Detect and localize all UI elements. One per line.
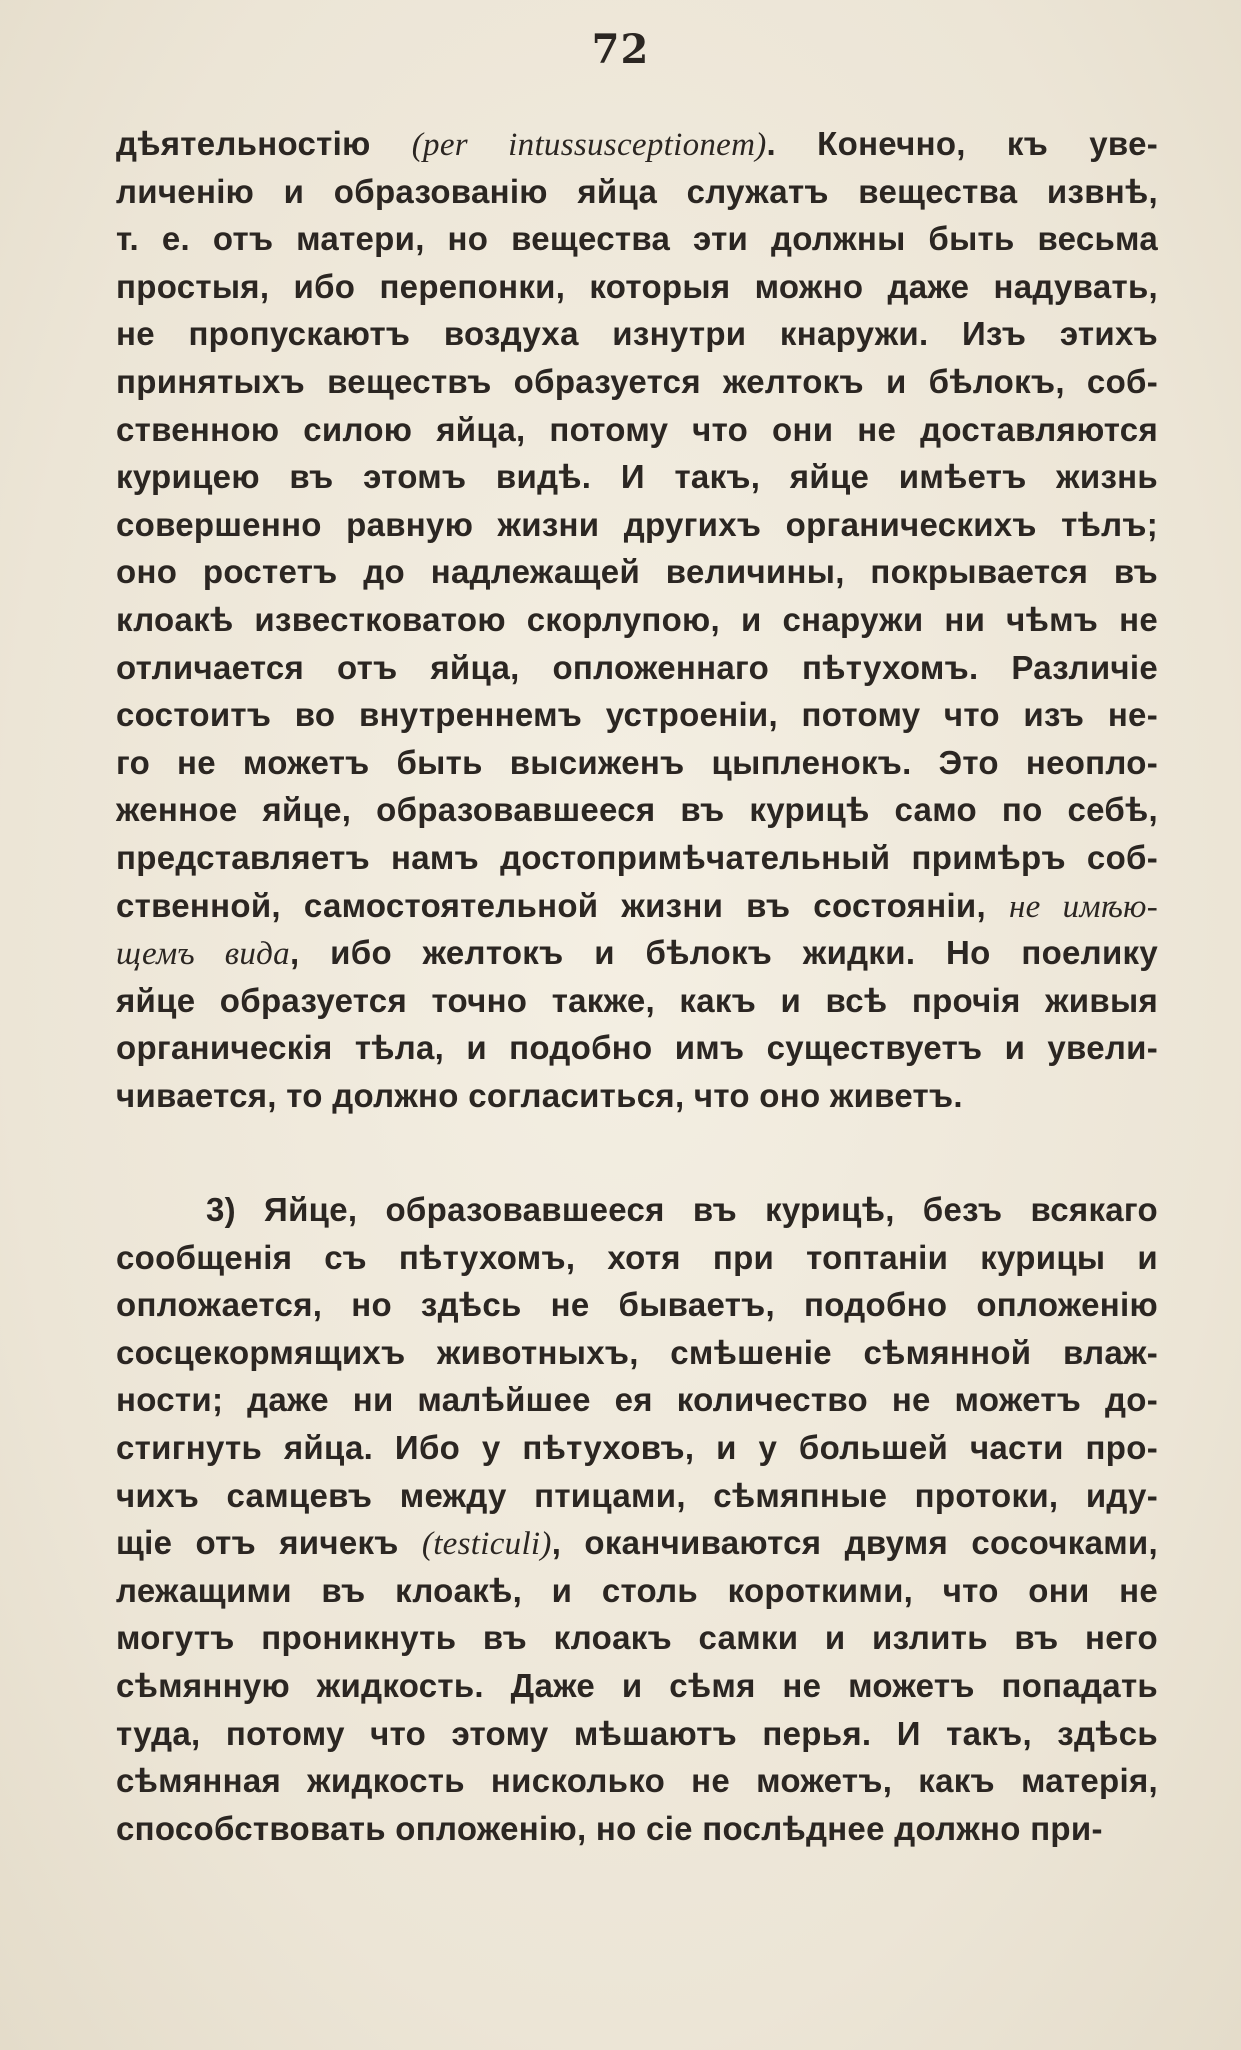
text-line xyxy=(116,739,1158,787)
text-segment: клоакѣ известковатою скорлупою, и снаружи ни чѣмъ не xyxy=(116,600,1158,638)
text-line xyxy=(116,1662,1158,1710)
text-line xyxy=(116,310,1158,358)
text-line xyxy=(116,644,1158,692)
text-segment: сообщенія съ пѣтухомъ, хотя при топтаніи курицы и xyxy=(116,1238,1158,1276)
text-line xyxy=(116,453,1158,501)
text-segment: опложается, но здѣсь не бываетъ, подобно опложенію xyxy=(116,1286,1158,1324)
text-segment: щіе отъ яичекъ xyxy=(116,1524,422,1562)
text-line xyxy=(116,120,1158,168)
text-segment: 3) Яйце, образовавшееся въ курицѣ, безъ всякаго xyxy=(206,1191,1158,1228)
text-line xyxy=(116,406,1158,454)
italic-text: (testiculi) xyxy=(421,1526,552,1563)
text-line xyxy=(116,834,1158,882)
italic-text: щемъ вида xyxy=(116,936,290,973)
text-segment: дѣятельностію xyxy=(116,125,412,162)
text-segment: яйце образуется точно также, какъ и всѣ прочія живыя xyxy=(116,981,1158,1019)
text-line xyxy=(116,929,1158,977)
text-line xyxy=(116,1234,1158,1282)
text-segment: женное яйце, образовавшееся въ курицѣ само по себѣ, xyxy=(116,791,1158,829)
text-line xyxy=(116,548,1158,596)
text-line xyxy=(116,977,1158,1025)
text-segment: отличается отъ яйца, опложеннаго пѣтухомъ. Различіе xyxy=(116,648,1158,686)
text-line xyxy=(116,358,1158,406)
text-segment: стигнуть яйца. Ибо у пѣтуховъ, и у большей части про- xyxy=(116,1428,1158,1466)
text-line xyxy=(116,1519,1158,1567)
text-segment: сосцекормящихъ животныхъ, смѣшеніе сѣмянной влаж- xyxy=(116,1333,1158,1371)
text-segment: принятыхъ веществъ образуется желтокъ и бѣлокъ, соб- xyxy=(116,362,1158,400)
text-segment: го не можетъ быть высиженъ цыпленокъ. Это неопло- xyxy=(116,743,1158,781)
text-segment: не пропускаютъ воздуха изнутри кнаружи. Изъ этихъ xyxy=(116,315,1158,353)
text-line xyxy=(116,1710,1158,1758)
text-line xyxy=(116,1472,1158,1520)
text-segment: т. е. отъ матери, но вещества эти должны быть весьма xyxy=(116,220,1158,258)
text-segment: органическія тѣла, и подобно имъ существуетъ и увели- xyxy=(116,1029,1158,1067)
text-line xyxy=(116,882,1158,930)
text-segment: оно ростетъ до надлежащей величины, покрывается въ xyxy=(116,553,1158,591)
text-segment: ственной, самостоятельной жизни въ состояніи, xyxy=(116,886,1009,924)
text-line xyxy=(116,1186,1158,1234)
page-number: 72 xyxy=(591,26,650,73)
text-segment: чивается, то должно согласиться, что оно живетъ. xyxy=(116,1076,963,1114)
paragraph-1 xyxy=(116,120,1158,1119)
text-segment: ности; даже ни малѣйшее ея количество не можетъ до- xyxy=(116,1381,1158,1419)
text-segment: могутъ проникнуть въ клоакъ самки и излить въ него xyxy=(116,1619,1158,1657)
text-segment: , ибо желтокъ и бѣлокъ жидки. Но поелику xyxy=(289,934,1158,972)
text-segment: совершенно равную жизни другихъ органическихъ тѣлъ; xyxy=(116,505,1158,543)
text-line xyxy=(116,215,1158,263)
italic-text: (per intussusceptionem) xyxy=(411,127,767,163)
text-line xyxy=(116,786,1158,834)
italic-text: не имѣю- xyxy=(1008,888,1158,925)
text-line xyxy=(116,1757,1158,1805)
text-line xyxy=(116,691,1158,739)
text-line xyxy=(116,1567,1158,1615)
paragraph-2 xyxy=(116,1186,1158,1852)
text-segment: представляетъ намъ достопримѣчательный примѣръ соб- xyxy=(116,838,1158,876)
text-segment: туда, потому что этому мѣшаютъ перья. И такъ, здѣсь xyxy=(116,1714,1158,1752)
text-line xyxy=(116,1376,1158,1424)
text-line xyxy=(116,1281,1158,1329)
text-segment: состоитъ во внутреннемъ устроеніи, потому что изъ не- xyxy=(116,696,1158,734)
text-segment: , оканчиваются двумя сосочками, xyxy=(551,1524,1158,1562)
text-segment: чихъ самцевъ между птицами, сѣмяпные протоки, иду- xyxy=(116,1476,1158,1514)
text-segment: . Конечно, къ уве- xyxy=(766,125,1159,162)
text-line xyxy=(116,1424,1158,1472)
text-line xyxy=(116,1805,1158,1853)
text-line xyxy=(116,596,1158,644)
text-segment: простыя, ибо перепонки, которыя можно даже надувать, xyxy=(116,267,1158,305)
text-segment: лежащими въ клоакѣ, и столь короткими, что они не xyxy=(116,1571,1158,1609)
text-line xyxy=(116,501,1158,549)
text-segment: курицею въ этомъ видѣ. И такъ, яйце имѣетъ жизнь xyxy=(116,458,1158,496)
text-line xyxy=(116,1024,1158,1072)
text-line xyxy=(116,1072,1158,1120)
text-line xyxy=(116,1614,1158,1662)
text-segment: ственною силою яйца, потому что они не доставляются xyxy=(116,410,1158,448)
text-segment: сѣмянную жидкость. Даже и сѣмя не можетъ попадать xyxy=(116,1666,1158,1704)
text-line xyxy=(116,1329,1158,1377)
text-segment: сѣмянная жидкость нисколько не можетъ, какъ матерія, xyxy=(116,1762,1158,1800)
text-line xyxy=(116,168,1158,216)
text-segment: личенію и образованію яйца служатъ вещества извнѣ, xyxy=(116,172,1158,210)
text-segment: способствовать опложенію, но сіе послѣднее должно при- xyxy=(116,1809,1103,1847)
text-line xyxy=(116,263,1158,311)
